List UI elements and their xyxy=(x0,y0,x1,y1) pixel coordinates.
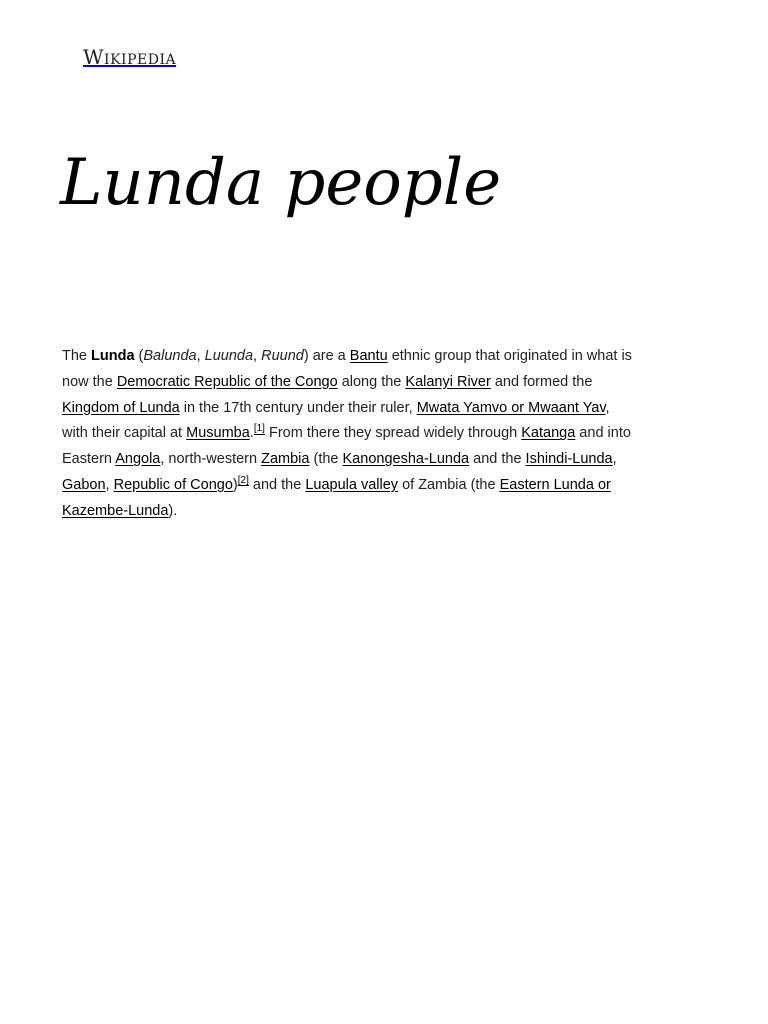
page-title: Lunda people xyxy=(60,146,502,220)
alt-name: Luunda xyxy=(204,348,254,364)
text: of Zambia (the xyxy=(398,476,500,493)
link-bantu[interactable]: Bantu xyxy=(349,348,388,364)
reference-link-1[interactable]: [1] xyxy=(253,423,265,435)
text: ). xyxy=(168,502,178,519)
article-lead-paragraph xyxy=(62,344,632,525)
link-zambia[interactable]: Zambia xyxy=(261,451,310,468)
reference-superscript xyxy=(254,424,265,435)
text: (the xyxy=(309,451,343,468)
text: , with their capital at xyxy=(62,399,610,442)
link-angola[interactable]: Angola xyxy=(115,451,161,468)
link-gabon[interactable]: Gabon xyxy=(62,476,106,493)
link-kingdom-of-lunda[interactable]: Kingdom of Lunda xyxy=(62,399,180,416)
wikipedia-wordmark: Wikipedia xyxy=(83,45,177,69)
link-ishindi-lunda[interactable]: Ishindi-Lunda xyxy=(525,451,613,468)
text: . xyxy=(249,425,254,442)
text: ) are a xyxy=(303,348,350,364)
link-kanongesha-lunda[interactable]: Kanongesha-Lunda xyxy=(342,451,470,468)
wikipedia-logo-link[interactable] xyxy=(83,42,176,72)
text: along the xyxy=(337,373,406,390)
link-mwata-yamvo[interactable]: Mwata Yamvo or Mwaant Yav xyxy=(416,399,606,416)
text: and formed the xyxy=(490,373,593,390)
link-eastern-lunda[interactable]: Eastern Lunda or Kazembe-Lunda xyxy=(62,476,611,519)
text: , xyxy=(612,451,617,468)
text: in the 17th century under their ruler, xyxy=(179,399,417,416)
link-luapula-valley[interactable]: Luapula valley xyxy=(305,476,399,493)
link-kalanyi-river[interactable]: Kalanyi River xyxy=(405,373,491,390)
link-katanga[interactable]: Katanga xyxy=(521,425,576,442)
text: ethnic group that originated in what is now the xyxy=(62,348,632,390)
link-republic-of-congo[interactable]: Republic of Congo xyxy=(113,476,233,493)
text: , north-western xyxy=(160,451,262,468)
text: From there they spread widely through xyxy=(264,425,522,442)
text: , xyxy=(253,348,262,364)
link-democratic-republic-of-the-congo[interactable]: Democratic Republic of the Congo xyxy=(116,373,338,390)
text: and the xyxy=(248,476,306,493)
text: ) xyxy=(232,476,238,493)
text: The xyxy=(62,348,92,364)
link-musumba[interactable]: Musumba xyxy=(186,425,250,442)
alt-name: Balunda xyxy=(143,348,197,364)
reference-superscript xyxy=(238,475,249,486)
text: and the xyxy=(469,451,526,468)
subject-bold: Lunda xyxy=(91,348,135,364)
reference-link-2[interactable]: [2] xyxy=(237,475,249,487)
alt-name: Ruund xyxy=(261,348,304,364)
text: , xyxy=(196,348,205,364)
text: ( xyxy=(134,348,144,364)
text: and into Eastern xyxy=(62,425,631,468)
text: , xyxy=(105,476,114,493)
